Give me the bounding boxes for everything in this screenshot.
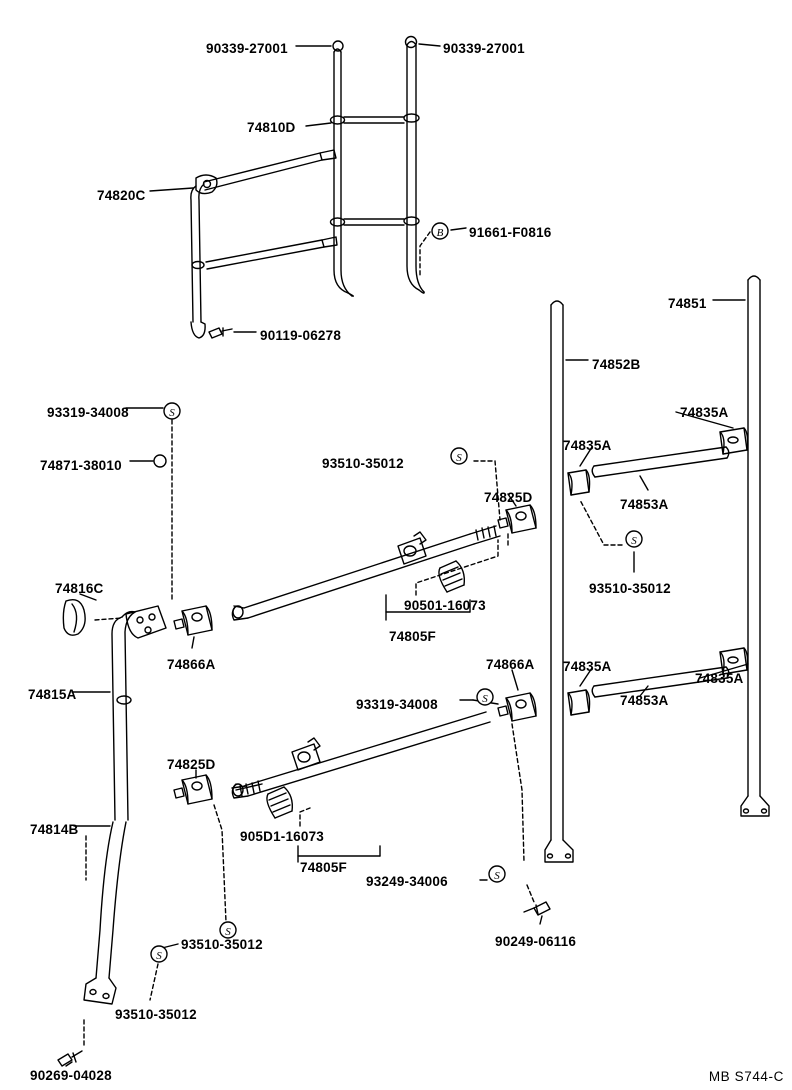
part-label-74866A-upper: 74866A (167, 657, 216, 672)
svg-text:S: S (456, 452, 462, 464)
svg-text:S: S (169, 407, 175, 419)
svg-text:S: S (494, 870, 500, 882)
leader-93510-lower-mid-dash (214, 805, 226, 922)
part-74815A-bar (112, 612, 135, 820)
part-label-74805F-upper: 74805F (389, 629, 436, 644)
svg-text:S: S (631, 535, 637, 547)
leader-74853A-upper (640, 476, 648, 490)
part-label-74835A-lower-right: 74835A (695, 671, 744, 686)
part-label-90249-06116: 90249-06116 (495, 934, 577, 949)
part-label-74871-38010: 74871-38010 (40, 458, 122, 473)
part-label-74835A-top-right: 74835A (680, 405, 729, 420)
part-74853A-upper-tube (592, 447, 729, 477)
part-label-93510-35012-lower-mid: 93510-35012 (181, 937, 263, 952)
part-74866A-upper-bracket (174, 606, 212, 635)
part-90501-16073-upper-spring (439, 561, 464, 592)
part-74814B-bar (84, 822, 126, 1004)
part-90269-04028-bolt (58, 1020, 84, 1066)
part-74816C-cap (63, 600, 85, 635)
part-label-74810D: 74810D (247, 120, 296, 135)
part-label-74816C: 74816C (55, 581, 104, 596)
part-label-90339-27001-left: 90339-27001 (206, 41, 288, 56)
part-90249-06116-bolt (524, 885, 550, 915)
part-label-74814B: 74814B (30, 822, 79, 837)
part-label-74835A-upper-left: 74835A (563, 438, 612, 453)
part-label-90501-16073-upper: 90501-16073 (404, 598, 486, 613)
part-74810D-left-post (331, 49, 354, 296)
part-74866A-lower-bracket (498, 693, 536, 721)
svg-text:B: B (436, 227, 444, 239)
part-label-93249-34006: 93249-34006 (366, 874, 448, 889)
leader-93510-right-dash (580, 500, 622, 545)
part-label-93510-35012-bottom: 93510-35012 (115, 1007, 197, 1022)
part-74825D-upper-bracket (498, 505, 536, 533)
part-74810D-right-post (404, 42, 424, 294)
leader-74866A-upper (192, 637, 194, 648)
part-label-74815A: 74815A (28, 687, 77, 702)
part-label-74805F-lower: 74805F (300, 860, 347, 875)
part-label-93510-35012-right: 93510-35012 (589, 581, 671, 596)
leader-74866A-lower (512, 670, 518, 690)
svg-text:S: S (156, 950, 162, 962)
part-74805F-lower-rod (232, 712, 490, 798)
part-label-74825D-lower: 74825D (167, 757, 216, 772)
screw-markers (151, 223, 642, 962)
diagram-footer-code: MB S744-C (708, 1069, 784, 1084)
leader-91661-dash (420, 232, 430, 276)
part-label-93319-34008-top: 93319-34008 (47, 405, 129, 420)
leader-lower-bracket-dash (512, 724, 524, 862)
svg-text:S: S (482, 693, 488, 705)
part-74815A-top-bracket (126, 606, 166, 638)
part-label-74835A-lower-left: 74835A (563, 659, 612, 674)
part-label-74852B: 74852B (592, 357, 641, 372)
part-label-90339-27001-right: 90339-27001 (443, 41, 525, 56)
part-74810D-crossbars (344, 117, 404, 225)
part-label-90269-04028: 90269-04028 (30, 1068, 112, 1083)
leader-91661 (451, 228, 466, 230)
leader-74820C (150, 188, 193, 191)
part-label-74820C: 74820C (97, 188, 146, 203)
part-label-74851: 74851 (668, 296, 707, 311)
part-label-90119-06278: 90119-06278 (260, 328, 342, 343)
leader-74810D (306, 123, 331, 126)
part-label-74825D-upper: 74825D (484, 490, 533, 505)
leader-90339-right (419, 44, 440, 46)
part-74852B-bar (545, 301, 573, 862)
leader-74805F-lower-bracket (298, 846, 380, 856)
part-74835A-upper-right-bushing (720, 428, 748, 454)
part-90501-16073-lower-spring (267, 787, 292, 818)
part-label-93319-34008-lower: 93319-34008 (356, 697, 438, 712)
part-label-90501-16073-lower: 905D1-16073 (240, 829, 325, 844)
part-74835A-lower-left-bushing (568, 690, 590, 715)
part-label-93510-35012-upper: 93510-35012 (322, 456, 404, 471)
part-74820C-side-frame (191, 150, 337, 338)
part-label-74866A-lower: 74866A (486, 657, 535, 672)
part-74851-bar (741, 276, 769, 816)
part-90119-06278-bolt (209, 328, 232, 338)
part-74835A-upper-left-bushing (568, 470, 590, 495)
leader-90249 (540, 916, 542, 924)
part-label-91661-F0816: 91661-F0816 (469, 225, 552, 240)
part-label-74853A-lower: 74853A (620, 693, 669, 708)
part-74871-38010-ball (154, 455, 166, 467)
part-label-74853A-upper: 74853A (620, 497, 669, 512)
part-74825D-lower-bracket (174, 775, 212, 804)
svg-text:S: S (225, 926, 231, 938)
